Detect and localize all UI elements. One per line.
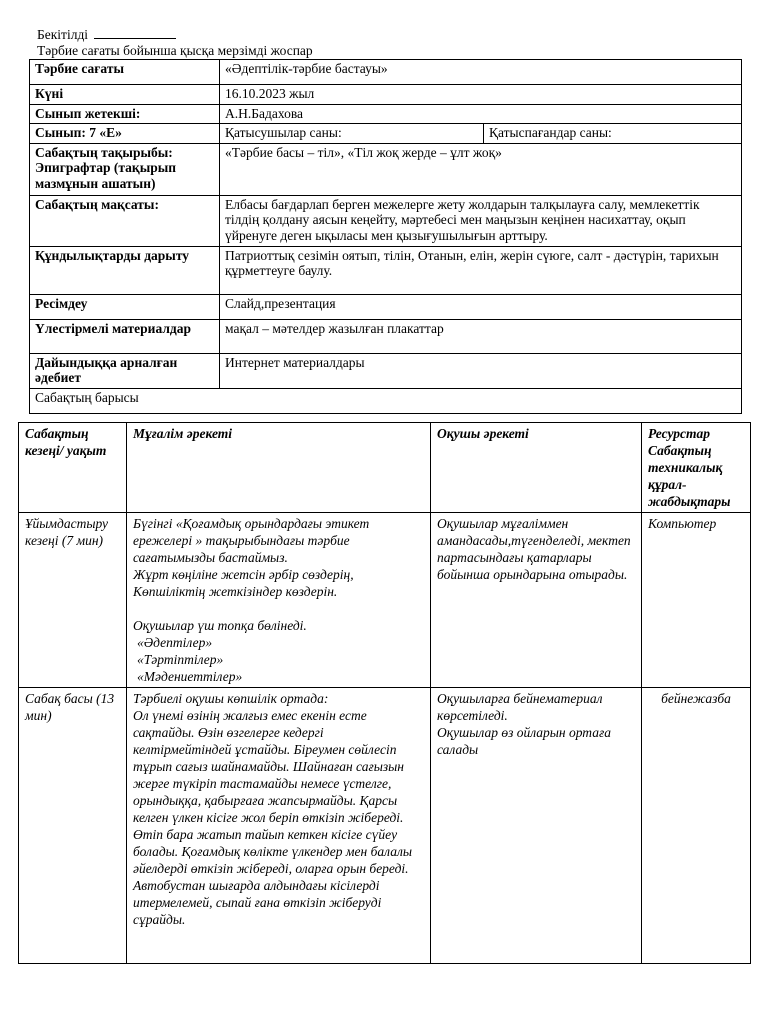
approval-line xyxy=(37,26,176,43)
goal-label: Сабақтың мақсаты: xyxy=(30,195,220,246)
student-action-organization: Оқушылар мұғаліммен амандасады,түгенделеді, мектеп партасындағы қатарлары бойынша орындарына отырады. xyxy=(431,513,642,688)
info-row-design xyxy=(30,294,742,319)
topic-label: Сабақтың тақырыбы: Эпиграфтар (тақырып мазмұнын ашатын) xyxy=(30,143,220,195)
teacher-action-start xyxy=(127,688,431,964)
info-row-class xyxy=(30,124,742,144)
date-value: 16.10.2023 жыл xyxy=(220,85,742,105)
lesson-header-row xyxy=(19,423,751,513)
groups-intro: Оқушылар үш топқа бөлінеді. xyxy=(133,618,307,633)
literature-value: Интернет материалдары xyxy=(220,353,742,388)
literature-label: Дайындыққа арналған әдебиет xyxy=(30,353,220,388)
absent-label: Қатыспағандар саны: xyxy=(484,124,742,144)
lesson-row-organization xyxy=(19,513,751,688)
group-name: «Әдептілер» xyxy=(137,635,213,650)
poem-line-2: Көпшіліктің жеткізіндер көздерін. xyxy=(133,584,338,599)
plan-title: Тәрбие сағаты бойынша қысқа мерзімді жоспар xyxy=(37,43,313,58)
topic-value: «Тәрбие басы – тіл», «Тіл жоқ жерде – ұлт жоқ» xyxy=(220,143,742,195)
student-action-start xyxy=(431,688,642,964)
class-label: Сынып: 7 «Е» xyxy=(30,124,220,144)
handouts-label: Үлестірмелі материалдар xyxy=(30,319,220,353)
teacher-value: А.Н.Бадахова xyxy=(220,104,742,124)
date-label: Күні xyxy=(30,85,220,105)
info-row-event xyxy=(30,60,742,85)
info-table xyxy=(29,59,742,414)
stage-organization: Ұйымдастыру кезеңі (7 мин) xyxy=(19,513,127,688)
values-value: Патриоттық сезімін оятып, тілін, Отанын, елін, жерін сүюге, салт - дәстүрін, тарихын құрметтеуге баулу. xyxy=(220,246,742,294)
resources-organization: Компьютер xyxy=(642,513,751,688)
info-row-teacher xyxy=(30,104,742,124)
resources-start: бейнежазба xyxy=(642,688,751,964)
progress-label: Сабақтың барысы xyxy=(30,388,742,413)
event-value: «Әдептілік-тәрбие бастауы» xyxy=(220,60,742,85)
teacher-intro-text: Бүгінгі «Қоғамдық орындардағы этикет ережелері » тақырыбындағы тәрбие сағатымызды бастаймыз. xyxy=(133,516,370,565)
goal-value: Елбасы бағдарлап берген межелерге жету жолдарын талқылауға салу, мемлекеттік тілдің қолдану аясын кеңейту, мәртебесі мен маңызын кеңінен насихаттау, оқып үйренуге деген ықыласы мен қызығушылығын арттыру. xyxy=(220,195,742,246)
info-row-literature xyxy=(30,353,742,388)
header-teacher: Мұғалім әрекеті xyxy=(127,423,431,513)
handouts-value: мақал – мәтелдер жазылған плакаттар xyxy=(220,319,742,353)
teacher-action-organization xyxy=(127,513,431,688)
signature-blank xyxy=(94,26,176,39)
info-row-date xyxy=(30,85,742,105)
info-row-values xyxy=(30,246,742,294)
lesson-table xyxy=(18,422,751,964)
info-row-goal xyxy=(30,195,742,246)
header-resources: Ресурстар Сабақтың техникалық құрал-жабдықтары xyxy=(642,423,751,513)
info-row-handouts xyxy=(30,319,742,353)
teacher-start-title: Тәрбиелі оқушы көпшілік ортада: xyxy=(133,691,329,706)
header-student: Оқушы әрекеті xyxy=(431,423,642,513)
design-label: Ресімдеу xyxy=(30,294,220,319)
present-label: Қатысушылар саны: xyxy=(220,124,484,144)
lesson-row-start xyxy=(19,688,751,964)
poem-line-1: Жұрт көңіліне жетсін әрбір сөздерің, xyxy=(133,567,354,582)
group-name: «Тәртіптілер» xyxy=(137,652,224,667)
teacher-label: Сынып жетекші: xyxy=(30,104,220,124)
student-start-line-1: Оқушыларға бейнематериал көрсетіледі. xyxy=(437,691,603,723)
student-start-line-2: Оқушылар өз ойларын ортаға салады xyxy=(437,725,611,757)
header-stage: Сабақтың кезеңі/ уақыт xyxy=(19,423,127,513)
teacher-start-text: Ол үнемі өзінің жалғыз емес екенін есте сақтайды. Өзін өзгелерге кедергі келтірмейтіндей ұстайды. Біреумен сөйлесіп тұрып сағыз шайнамайды. Шайнаған сағызын жерге түкіріп тастамайды немесе үстелге, орындыққа, қабырғаға жапсырмайды. Қарсы келген үлкен кісіге жол беріп өткізіп жібереді. Өтіп бара жатып тайып кеткен кісіге сүйеу болады. Қоғамдық көлікте үлкендер мен балалы әйелдерді өткізіп жібереді, оларға орын береді. Автобустан шығарда алдындағы кісілерді итермелемей, сыпай ғана өткізіп жіберуді сұрайды. xyxy=(133,708,412,927)
info-row-topic xyxy=(30,143,742,195)
design-value: Слайд,презентация xyxy=(220,294,742,319)
group-name: «Мәдениеттілер» xyxy=(137,669,243,684)
info-row-progress xyxy=(30,388,742,413)
stage-start: Сабақ басы (13 мин) xyxy=(19,688,127,964)
values-label: Құндылықтарды дарыту xyxy=(30,246,220,294)
approved-label: Бекітілді xyxy=(37,27,89,42)
event-label: Тәрбие сағаты xyxy=(30,60,220,85)
